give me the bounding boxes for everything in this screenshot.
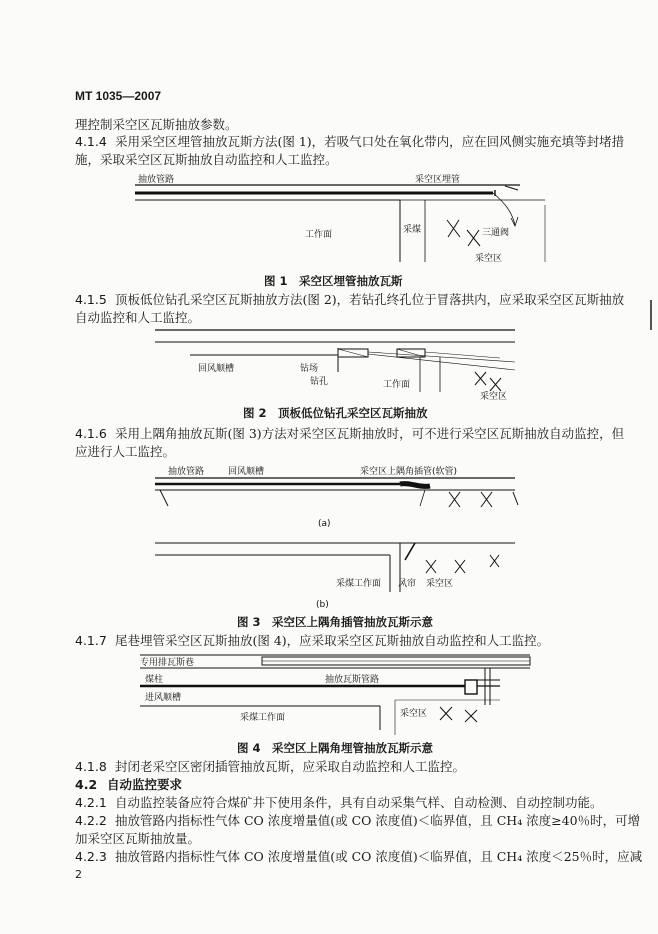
clause-text: 抽放管路内指标性气体 CO 浓度增量值(或 CO 浓度值)＜临界值，且 CH₄ 浓度＜25％时，应减 xyxy=(115,849,643,864)
clause-text: 应进行人工监控。 xyxy=(75,444,176,459)
figure-1-caption: 图 1 采空区埋管抽放瓦斯 xyxy=(264,274,403,288)
clause-number: 4.1.8 xyxy=(75,759,107,774)
fig1-coal-label: 采煤 xyxy=(403,225,422,235)
fig3a-sublabel: (a) xyxy=(318,519,331,529)
fig1-face-label: 工作面 xyxy=(305,230,333,240)
clause-text: 自动监控装备应符合煤矿井下使用条件，具有自动采集气样、自动检测、自动控制功能。 xyxy=(115,795,603,810)
clause-text: 顶板低位钻孔采空区瓦斯抽放方法(图 2)，若钻孔终孔位于冒落拱内，应采取采空区瓦斯抽放 xyxy=(115,292,625,307)
clause-number: 4.1.5 xyxy=(75,292,107,307)
fig4-intake-road-label: 进风顺槽 xyxy=(145,693,182,703)
section-number: 4.2 xyxy=(75,777,98,792)
figure-3-caption: 图 3 采空区上隅角插管抽放瓦斯示意 xyxy=(237,615,434,629)
fig3b-goaf-label: 采空区 xyxy=(426,579,454,589)
clause-text: 抽放管路内指标性气体 CO 浓度增量值(或 CO 浓度值)＜临界值，且 CH₄ 浓度≥40％时，可增 xyxy=(115,813,641,828)
fig1-valve-label: 三通阀 xyxy=(482,228,510,238)
scan-mark xyxy=(650,300,652,330)
clause-text: 采用采空区埋管抽放瓦斯方法(图 1)，若吸气口处在氧化带内，应在回风侧实施充填等封堵措 xyxy=(115,134,625,149)
document-id: MT 1035—2007 xyxy=(75,89,162,103)
fig4-face-label: 采煤工作面 xyxy=(240,713,286,723)
clause-number: 4.2.2 xyxy=(75,813,107,828)
section-title: 自动监控要求 xyxy=(107,777,183,792)
fig4-goaf-label: 采空区 xyxy=(400,709,428,719)
clause-number: 4.2.3 xyxy=(75,849,107,864)
fig2-goaf-label: 采空区 xyxy=(480,392,508,402)
fig3b-curtain-label: 风帘 xyxy=(398,579,417,589)
figure-4-caption: 图 4 采空区上隅角埋管抽放瓦斯示意 xyxy=(237,741,434,755)
fig3a-return-road-label: 回风顺槽 xyxy=(228,467,265,477)
fig3a-pipe-label: 抽放管路 xyxy=(168,467,205,477)
clause-text: 采用上隅角抽放瓦斯(图 3)方法对采空区瓦斯抽放时，可不进行采空区瓦斯抽放自动监控，但 xyxy=(115,426,625,441)
intro-line: 理控制采空区瓦斯抽放参数。 xyxy=(75,117,238,132)
clause-number: 4.1.7 xyxy=(75,633,107,648)
clause-text: 自动监控和人工监控。 xyxy=(75,310,201,325)
clause-number: 4.2.1 xyxy=(75,795,107,810)
fig1-goaf-label: 采空区 xyxy=(475,254,503,264)
figure-2-caption: 图 2 顶板低位钻孔采空区瓦斯抽放 xyxy=(243,406,428,420)
fig1-buried-pipe-label: 采空区埋管 xyxy=(415,175,461,185)
clause-text: 尾巷埋管采空区瓦斯抽放(图 4)，应采取采空区瓦斯抽放自动监控和人工监控。 xyxy=(115,633,550,648)
fig4-tail-road-label: 专用排瓦斯巷 xyxy=(140,658,195,668)
fig2-hole-label: 钻孔 xyxy=(310,377,329,387)
clause-text: 施，采取采空区瓦斯抽放自动监控和人工监控。 xyxy=(75,152,338,167)
fig3a-corner-pipe-label: 采空区上隅角插管(软管) xyxy=(360,467,458,477)
fig4-pillar-label: 煤柱 xyxy=(145,675,164,685)
fig2-face-label: 工作面 xyxy=(383,380,411,390)
fig4-pipe-label: 抽放瓦斯管路 xyxy=(325,675,380,685)
fig1-pipe-label: 抽放管路 xyxy=(138,175,175,185)
fig2-site-label: 钻场 xyxy=(300,364,319,374)
page-number: 2 xyxy=(75,868,82,881)
fig3b-sublabel: (b) xyxy=(316,600,329,610)
clause-text: 加采空区瓦斯抽放量。 xyxy=(75,831,201,846)
clause-text: 封闭老采空区密闭插管抽放瓦斯，应采取自动监控和人工监控。 xyxy=(115,759,466,774)
fig2-return-road-label: 回风顺槽 xyxy=(198,364,235,374)
clause-number: 4.1.4 xyxy=(75,134,107,149)
fig3b-face-label: 采煤工作面 xyxy=(336,579,382,589)
clause-number: 4.1.6 xyxy=(75,426,107,441)
